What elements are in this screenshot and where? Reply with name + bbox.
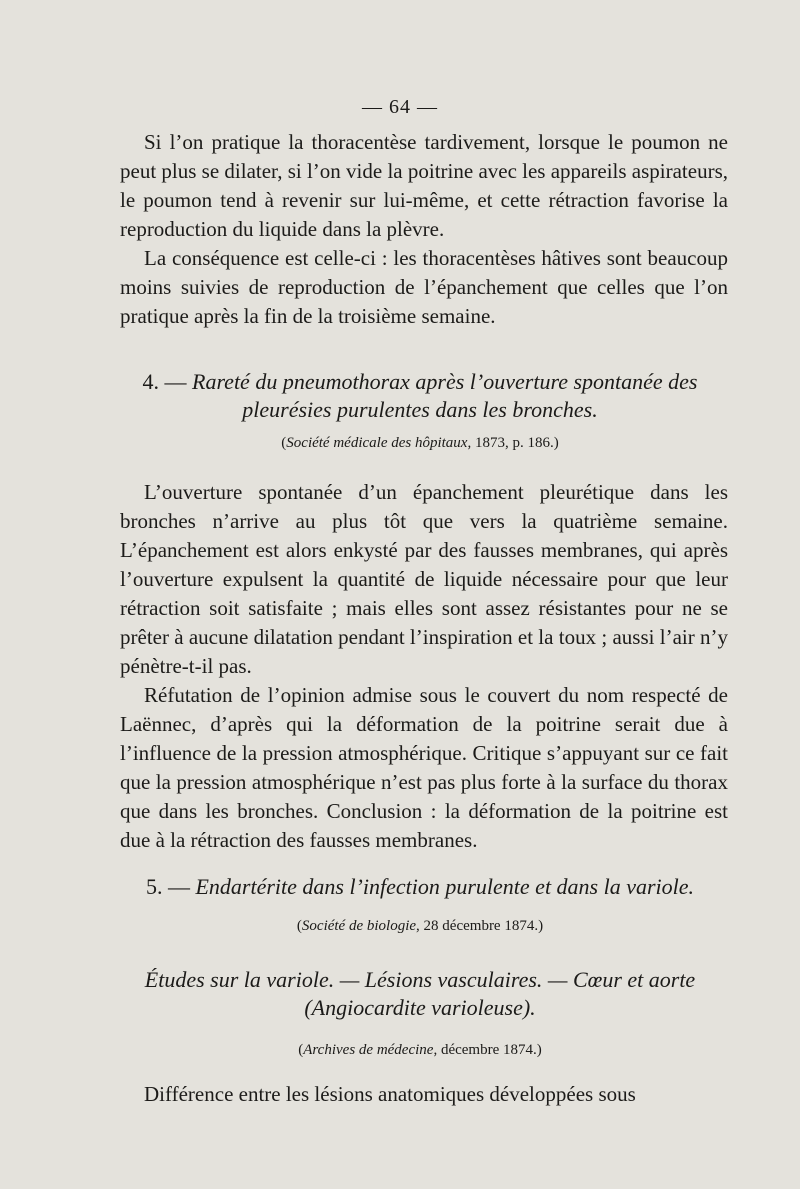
source-journal: Archives de médecine	[303, 1042, 434, 1058]
section-6-source: (Archives de médecine, décembre 1874.)	[298, 1042, 542, 1058]
section-4-body	[120, 478, 728, 855]
intro-text	[120, 128, 728, 331]
source-journal: Société de biologie	[301, 918, 417, 934]
page-number: — 64 —	[362, 96, 438, 118]
section-6-heading	[100, 966, 740, 1022]
paragraph: Réfutation de l’opinion admise sous le couvert du nom respecté de Laënnec, d’après qui la déformation de la poitrine serait due à l’influence de la pression atmosphérique. Critique s’appuyant sur ce fait que la pression atmosphérique n’est pas plus forte à la surface du thorax que dans les bronches. Conclusion : la déformation de la poitrine est due à la rétraction des fausses membranes.	[120, 683, 728, 852]
source-details: , décembre 1874.	[433, 1042, 537, 1058]
source-details: , 1873, p. 186.	[467, 435, 554, 451]
section-title-continued: (Angiocardite varioleuse).	[304, 995, 536, 1020]
section-title: Endartérite dans l’infection purulente et dans la variole.	[195, 874, 695, 899]
source-journal: Société médicale des hôpitaux	[286, 435, 468, 451]
paragraph: Si l’on pratique la thoracentèse tardivement, lorsque le poumon ne peut plus se dilater, si l’on vide la poitrine avec les appareils aspirateurs, le poumon tend à revenir sur lui-même, et cette rétraction favorise la reproduction du liquide dans la plèvre.	[120, 130, 728, 241]
paragraph: L’ouverture spontanée d’un épanchement pleurétique dans les bronches n’arrive au plus tôt que vers la quatrième semaine. L’épanchement est alors enkysté par des fausses membranes, qui après l’ouverture expulsent la quantité de liquide nécessaire pour que leur rétraction soit satisfaite ; mais elles sont assez résistantes pour ne se prêter à aucune dilatation pendant l’inspiration et la toux ; aussi l’air n’y pénètre-t-il pas.	[120, 480, 728, 678]
section-6-body	[120, 1080, 728, 1109]
paragraph: Différence entre les lésions anatomiques développées sous	[144, 1082, 636, 1106]
section-title: Rareté du pneumothorax après l’ouverture spontanée des	[192, 369, 698, 394]
section-number: 4. —	[142, 369, 192, 394]
section-5-heading	[100, 873, 740, 901]
source-details: , 28 décembre 1874.	[416, 918, 539, 934]
section-4-source: (Société médicale des hôpitaux, 1873, p. 186.)	[281, 435, 559, 451]
section-4-heading	[100, 368, 740, 424]
section-title: Études sur la variole. — Lésions vasculaires. — Cœur et aorte	[144, 967, 696, 992]
section-5-source: (Société de biologie, 28 décembre 1874.)	[296, 918, 544, 934]
section-title-continued: pleurésies purulentes dans les bronches.	[242, 397, 598, 422]
section-number: 5. —	[145, 874, 196, 899]
paragraph: La conséquence est celle-ci : les thoracentèses hâtives sont beaucoup moins suivies de reproduction de l’épanchement que celles que l’on pratique après la fin de la troisième semaine.	[120, 246, 728, 328]
